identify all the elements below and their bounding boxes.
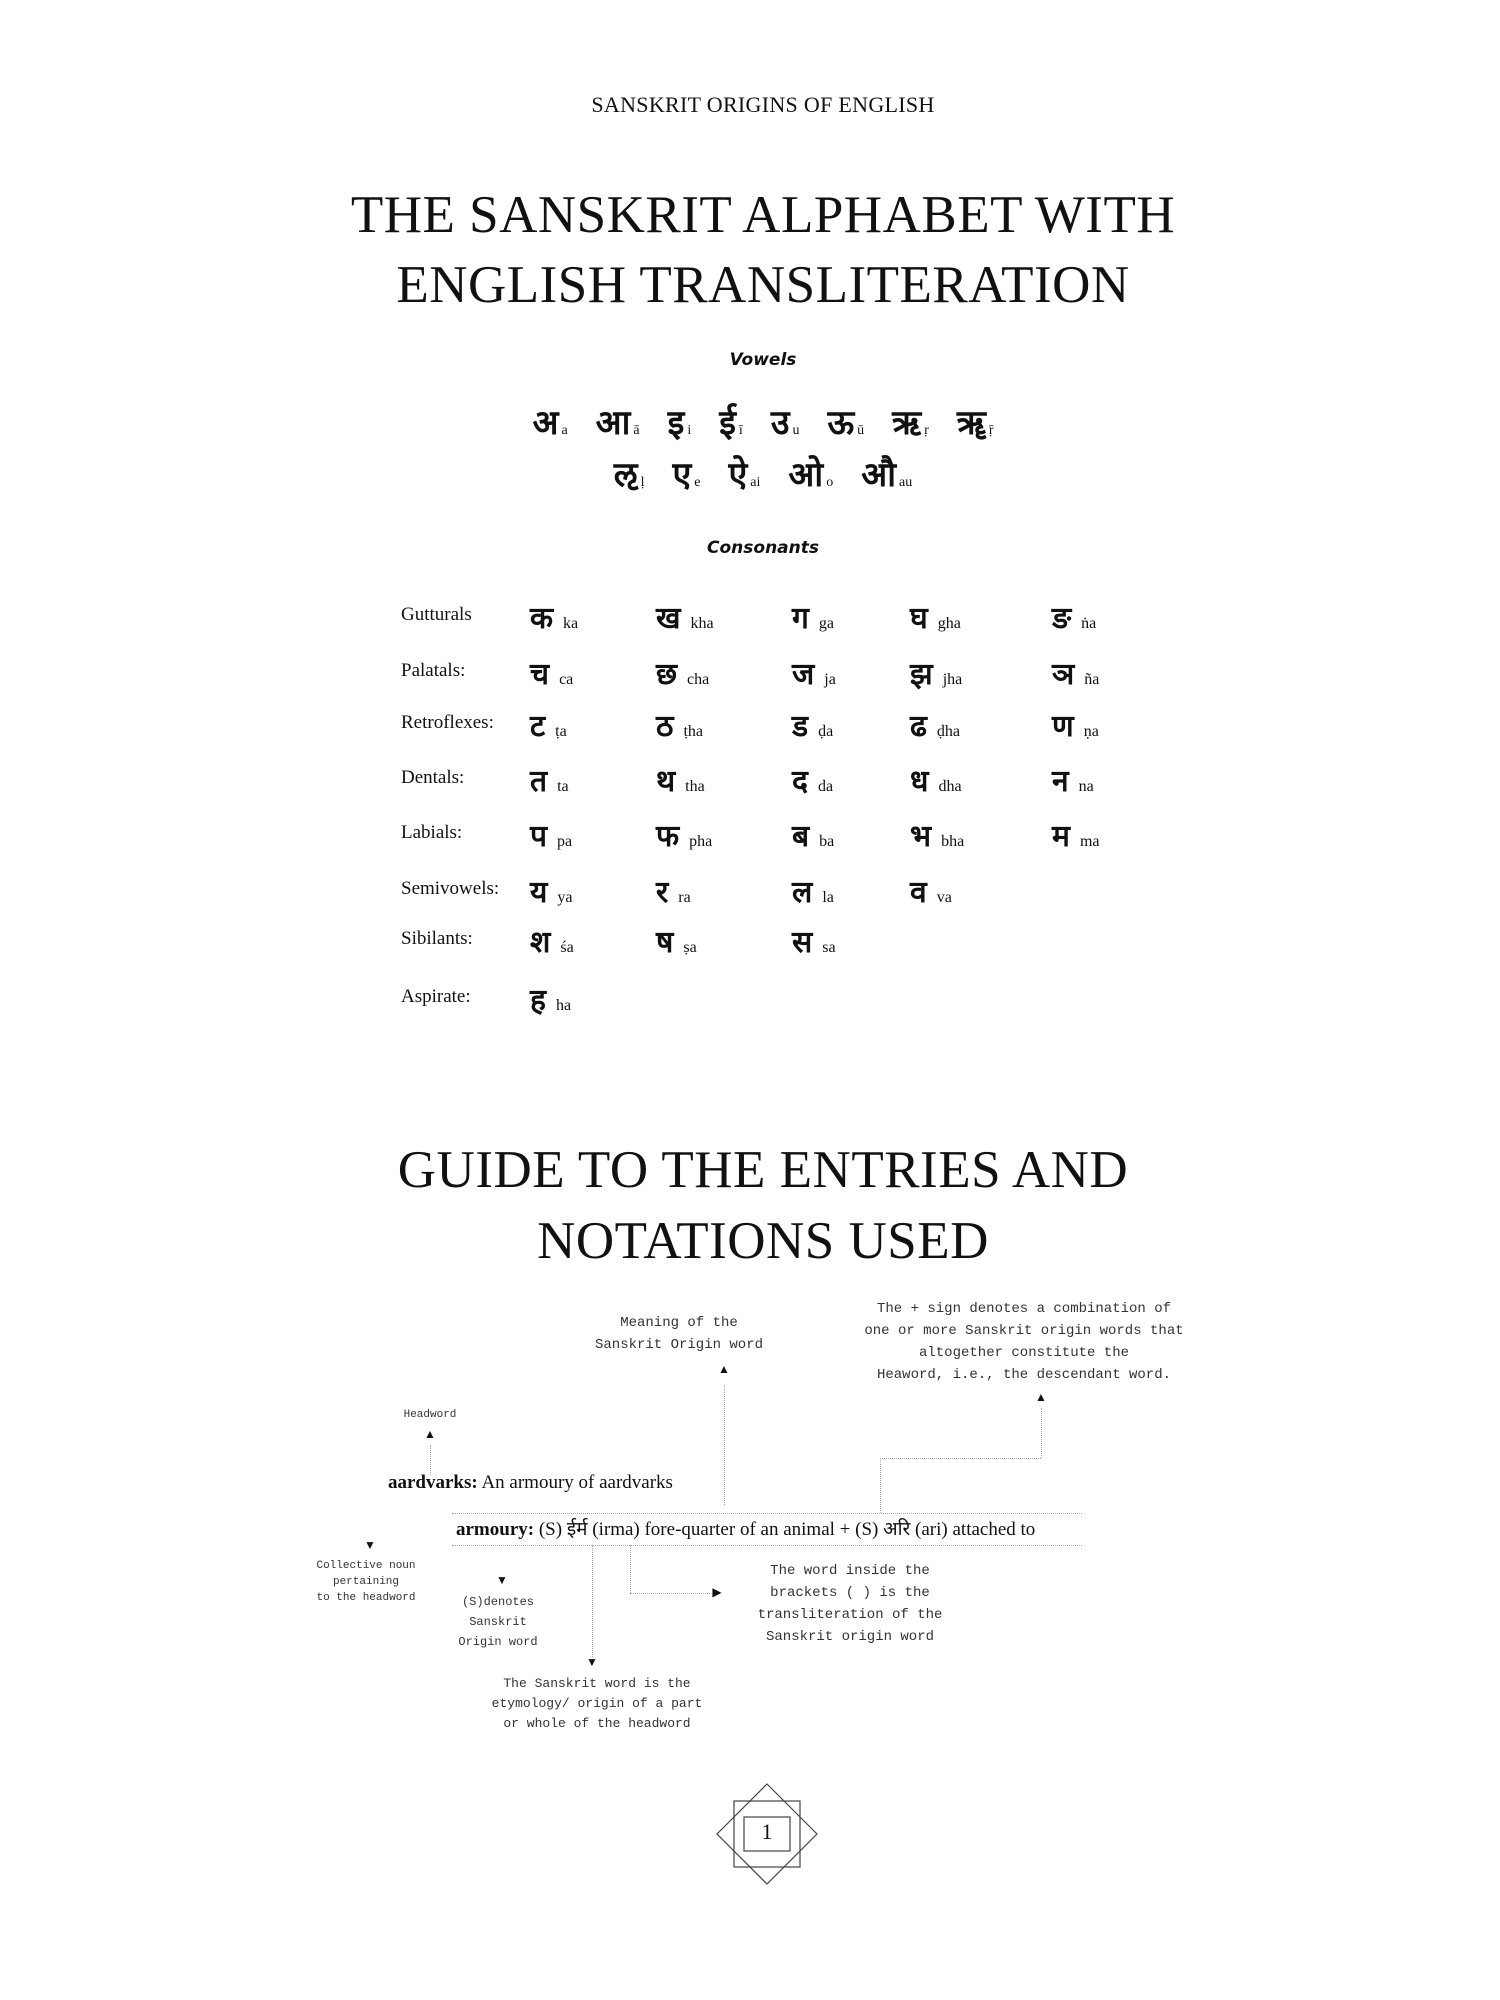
devanagari-letter: ख xyxy=(656,601,681,636)
transliteration: pha xyxy=(689,833,713,850)
vowel-row-1 xyxy=(518,398,1007,444)
devanagari-letter: ट xyxy=(530,709,546,744)
devanagari-letter: ष xyxy=(656,925,674,960)
transliteration: na xyxy=(1078,778,1094,795)
consonant xyxy=(1052,652,1099,693)
arrow-up-icon: ▲ xyxy=(718,1362,730,1376)
transliteration: ta xyxy=(557,778,569,795)
vowel xyxy=(788,450,833,496)
devanagari-letter: उ xyxy=(770,403,790,443)
headword: armoury: xyxy=(456,1519,535,1540)
transliteration: ya xyxy=(557,889,573,906)
transliteration: ṭa xyxy=(555,723,567,740)
devanagari-letter: थ xyxy=(656,764,676,799)
connector-line xyxy=(592,1545,593,1657)
devanagari-letter: झ xyxy=(910,657,933,692)
connector-line xyxy=(430,1445,431,1475)
consonant xyxy=(792,814,834,855)
guide-title-line-1: GUIDE TO THE ENTRIES AND xyxy=(397,1141,1129,1199)
arrow-down-icon: ▼ xyxy=(496,1573,508,1587)
transliteration: ja xyxy=(824,671,836,688)
devanagari-letter: ल xyxy=(792,875,813,910)
transliteration: ba xyxy=(819,833,835,850)
note-meaning: Meaning of the Sanskrit Origin word xyxy=(594,1315,764,1353)
devanagari-letter: औ xyxy=(861,455,896,495)
consonant xyxy=(656,870,691,911)
devanagari-letter: त xyxy=(530,764,548,799)
transliteration: ā xyxy=(633,423,640,438)
consonant xyxy=(656,920,697,961)
vowel xyxy=(861,450,912,496)
vowels-label: Vowels xyxy=(729,350,797,370)
entry-text: (S) ईर्म (irma) fore-quarter of an animal + (S) अरि (ari) attached to xyxy=(538,1519,1036,1540)
devanagari-letter: द xyxy=(792,764,808,799)
vowel xyxy=(827,398,864,444)
entry-text: An armoury of aardvarks xyxy=(481,1472,673,1493)
devanagari-letter: ई xyxy=(719,403,736,443)
transliteration: ḍa xyxy=(818,723,834,740)
consonant xyxy=(656,814,712,855)
page-number-ornament xyxy=(712,1779,822,1889)
transliteration: kha xyxy=(690,615,714,632)
transliteration: ṣa xyxy=(683,939,697,956)
consonant-row-label: Sibilants: xyxy=(401,928,473,949)
transliteration: la xyxy=(822,889,834,906)
connector-line xyxy=(880,1458,881,1513)
vowel xyxy=(771,398,800,444)
devanagari-letter: ङ xyxy=(1052,601,1072,636)
note-etymology: The Sanskrit word is the etymology/ origin of a part or whole of the headword xyxy=(491,1676,703,1731)
devanagari-letter: ह xyxy=(530,983,546,1018)
consonant xyxy=(792,652,836,693)
consonant xyxy=(792,596,834,637)
consonant xyxy=(530,704,567,745)
devanagari-letter: ॠ xyxy=(956,403,986,443)
transliteration: ḍha xyxy=(936,723,960,740)
transliteration: ī xyxy=(738,423,743,438)
transliteration: ha xyxy=(555,997,572,1014)
devanagari-letter: ञ xyxy=(1052,657,1075,692)
transliteration: u xyxy=(792,423,800,438)
consonant xyxy=(792,920,836,961)
vowel xyxy=(614,450,645,496)
transliteration: ḷ xyxy=(640,475,645,490)
consonant-row-label: Palatals: xyxy=(401,660,466,681)
transliteration: a xyxy=(561,423,568,438)
transliteration: ra xyxy=(678,889,691,906)
transliteration: ña xyxy=(1084,671,1100,688)
devanagari-letter: य xyxy=(530,875,548,910)
connector-line xyxy=(452,1513,1082,1514)
devanagari-letter: र xyxy=(656,875,669,910)
transliteration: ṝ xyxy=(988,423,994,438)
devanagari-letter: ऐ xyxy=(728,455,748,495)
vowel xyxy=(728,450,760,496)
devanagari-letter: प xyxy=(530,819,548,854)
vowel xyxy=(892,398,929,444)
devanagari-letter: इ xyxy=(667,403,685,443)
connector-line xyxy=(1041,1408,1042,1458)
devanagari-letter: ढ xyxy=(910,709,927,744)
transliteration: ṇa xyxy=(1083,723,1099,740)
devanagari-letter: स xyxy=(792,925,813,960)
transliteration: cha xyxy=(687,671,710,688)
vowel xyxy=(532,398,567,444)
devanagari-letter: व xyxy=(910,875,927,910)
connector-line xyxy=(724,1385,725,1505)
consonant xyxy=(910,652,962,693)
devanagari-letter: ड xyxy=(792,709,809,744)
note-s-denotes: (S)denotes Sanskrit Origin word xyxy=(458,1595,538,1649)
guide-title-line-2: NOTATIONS USED xyxy=(537,1212,989,1270)
devanagari-letter: ठ xyxy=(656,709,674,744)
devanagari-letter: आ xyxy=(595,403,631,443)
consonant xyxy=(1052,759,1094,800)
transliteration: e xyxy=(694,475,701,490)
vowel xyxy=(672,450,700,496)
arrow-right-icon: ▶ xyxy=(712,1585,722,1599)
entry-armoury xyxy=(456,1515,1035,1541)
transliteration: bha xyxy=(941,833,965,850)
consonant xyxy=(792,759,833,800)
transliteration: va xyxy=(936,889,952,906)
note-plus-sign: The + sign denotes a combination of one or more Sanskrit origin words that altogether constitute the Heaword, i.e., the descendant word. xyxy=(864,1301,1184,1383)
headword: aardvarks: xyxy=(388,1472,478,1493)
devanagari-letter: च xyxy=(530,657,550,692)
transliteration: śa xyxy=(560,939,574,956)
consonant xyxy=(910,704,960,745)
consonant xyxy=(530,596,578,637)
transliteration: dha xyxy=(938,778,962,795)
transliteration: ca xyxy=(559,671,574,688)
consonant xyxy=(530,870,573,911)
transliteration: ma xyxy=(1079,833,1100,850)
devanagari-letter: क xyxy=(530,601,554,636)
arrow-up-icon: ▲ xyxy=(424,1427,436,1441)
consonant xyxy=(530,814,572,855)
consonant xyxy=(792,870,834,911)
devanagari-letter: ण xyxy=(1052,709,1074,744)
consonant xyxy=(656,759,705,800)
page-number: 1 xyxy=(761,1819,773,1844)
devanagari-letter: ध xyxy=(910,764,929,799)
consonant xyxy=(910,814,964,855)
note-headword: Headword xyxy=(403,1409,457,1421)
devanagari-letter: ए xyxy=(672,455,692,495)
devanagari-letter: ऌ xyxy=(613,455,638,495)
arrow-up-icon: ▲ xyxy=(1035,1390,1047,1404)
running-head: SANSKRIT ORIGINS OF ENGLISH xyxy=(591,92,935,117)
transliteration: da xyxy=(817,778,834,795)
devanagari-letter: श xyxy=(530,925,551,960)
devanagari-letter: ब xyxy=(792,819,810,854)
vowel xyxy=(957,398,994,444)
transliteration: ṛ xyxy=(924,423,929,438)
arrow-down-icon: ▼ xyxy=(364,1538,376,1552)
consonant-row-label: Labials: xyxy=(401,822,463,843)
transliteration: ū xyxy=(857,423,865,438)
devanagari-letter: ग xyxy=(792,601,809,636)
transliteration: o xyxy=(826,475,834,490)
devanagari-letter: छ xyxy=(656,657,678,692)
entry-aardvarks xyxy=(388,1472,673,1494)
vowel xyxy=(719,398,743,444)
devanagari-letter: ज xyxy=(792,657,815,692)
consonant xyxy=(530,978,571,1019)
devanagari-letter: भ xyxy=(910,819,932,854)
consonant xyxy=(910,759,962,800)
consonant-row-label: Semivowels: xyxy=(401,878,500,899)
consonant-row-label: Aspirate: xyxy=(401,986,471,1007)
arrow-down-icon: ▼ xyxy=(586,1655,598,1669)
consonant xyxy=(530,652,573,693)
consonant xyxy=(530,920,574,961)
devanagari-letter: फ xyxy=(656,819,680,854)
devanagari-letter: घ xyxy=(910,601,928,636)
connector-line xyxy=(880,1458,1041,1459)
consonant-row-label: Retroflexes: xyxy=(401,712,494,733)
devanagari-letter: ऋ xyxy=(892,403,922,443)
transliteration: pa xyxy=(557,833,573,850)
consonant xyxy=(656,704,703,745)
alphabet-title-line-1: THE SANSKRIT ALPHABET WITH xyxy=(350,186,1176,244)
vowel-row-2 xyxy=(600,450,926,496)
consonant-row-label: Dentals: xyxy=(401,767,465,788)
vowel xyxy=(596,398,640,444)
consonant xyxy=(656,596,714,637)
vowel xyxy=(668,398,692,444)
transliteration: au xyxy=(899,475,913,490)
connector-line xyxy=(630,1545,631,1593)
note-collective: Collective noun pertaining to the headword xyxy=(316,1560,416,1604)
devanagari-letter: न xyxy=(1052,764,1069,799)
transliteration: sa xyxy=(822,939,836,956)
consonant xyxy=(1052,596,1096,637)
transliteration: ka xyxy=(563,615,579,632)
transliteration: ṅa xyxy=(1081,615,1097,632)
consonant xyxy=(910,596,961,637)
alphabet-title-line-2: ENGLISH TRANSLITERATION xyxy=(396,256,1130,314)
consonant xyxy=(530,759,569,800)
connector-line xyxy=(452,1545,1082,1546)
consonants-label: Consonants xyxy=(707,538,819,558)
connector-line xyxy=(630,1593,710,1594)
consonant xyxy=(656,652,709,693)
devanagari-letter: ओ xyxy=(788,455,824,495)
devanagari-letter: अ xyxy=(532,403,559,443)
transliteration: gha xyxy=(937,615,961,632)
consonant xyxy=(1052,704,1099,745)
devanagari-letter: म xyxy=(1052,819,1070,854)
consonant-row-label: Gutturals xyxy=(401,604,472,625)
transliteration: ai xyxy=(750,475,761,490)
consonant xyxy=(792,704,833,745)
consonant xyxy=(1052,814,1100,855)
transliteration: ṭha xyxy=(683,723,703,740)
transliteration: i xyxy=(687,423,692,438)
devanagari-letter: ऊ xyxy=(827,403,855,443)
transliteration: tha xyxy=(685,778,705,795)
transliteration: ga xyxy=(818,615,834,632)
consonant xyxy=(910,870,952,911)
note-brackets: The word inside the brackets ( ) is the transliteration of the Sanskrit origin word xyxy=(757,1563,943,1645)
transliteration: jha xyxy=(942,671,963,688)
